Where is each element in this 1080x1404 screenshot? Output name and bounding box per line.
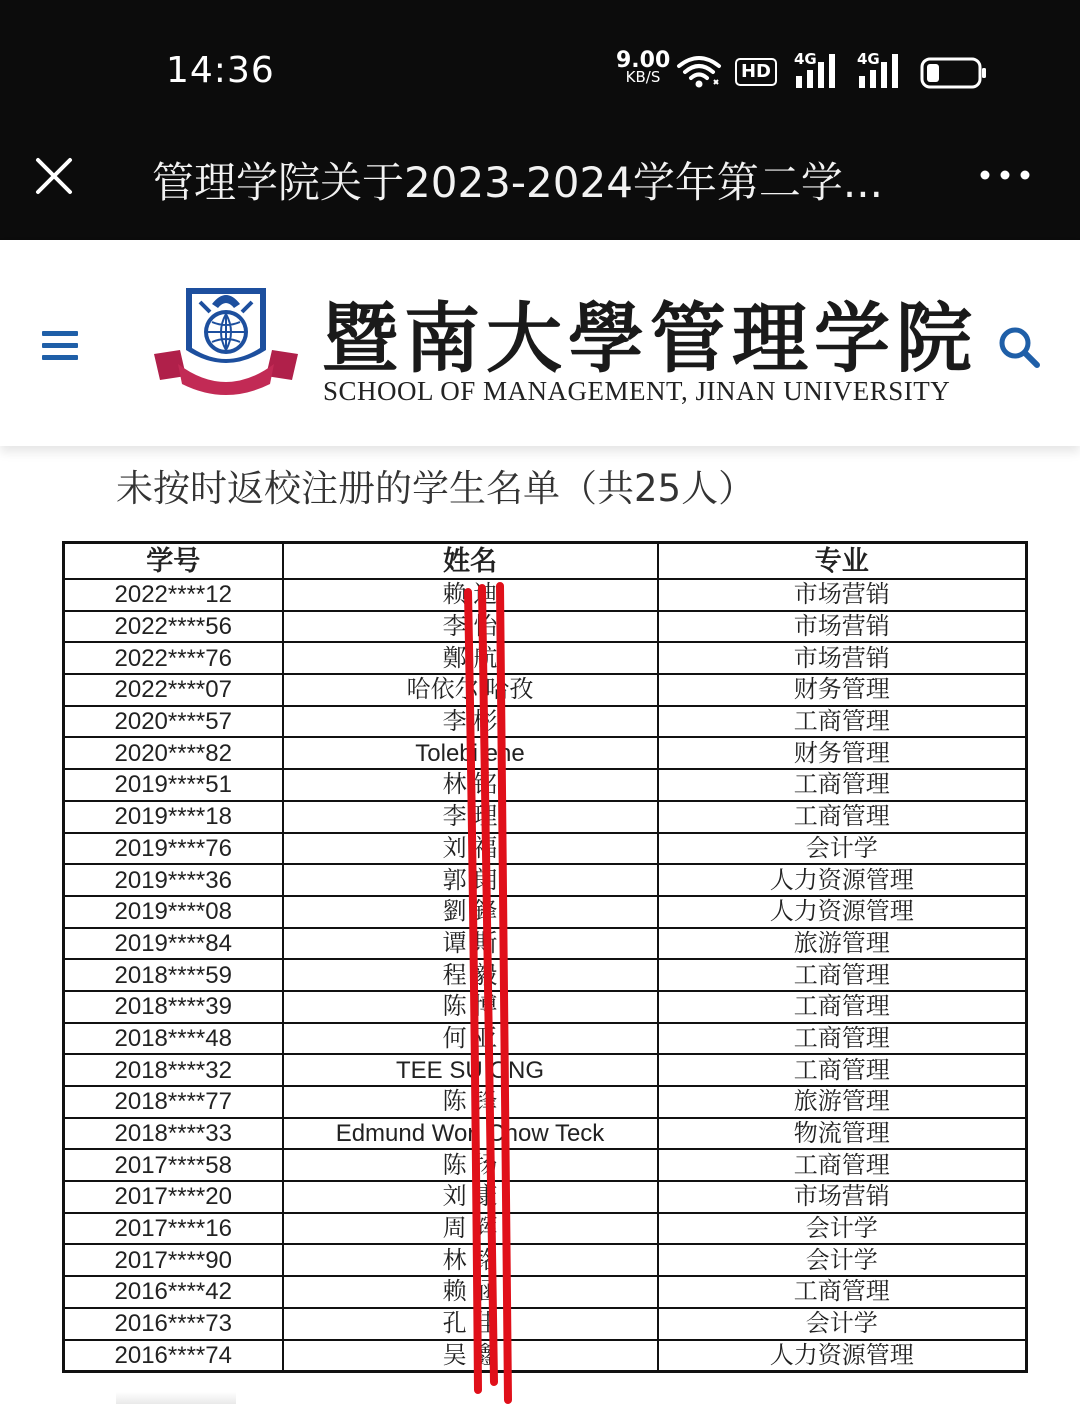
cell-student-id: 2019****84 (64, 928, 283, 960)
list-title: 未按时返校注册的学生名单（共25人） (116, 467, 756, 510)
cell-major: 会计学 (658, 1244, 1027, 1276)
cell-student-name: 何 亚 (283, 1023, 658, 1055)
network-speed (616, 48, 671, 86)
title-bar (0, 130, 1080, 240)
signal-4g-label: 4G (794, 50, 817, 68)
cell-major: 工商管理 (658, 706, 1027, 738)
table-header-row (64, 543, 1027, 580)
cell-student-id: 2018****39 (64, 991, 283, 1023)
table-row (64, 1340, 1027, 1372)
table-row (64, 896, 1027, 928)
cell-student-id: 2018****32 (64, 1054, 283, 1086)
cell-major: 市场营销 (658, 1181, 1027, 1213)
table-row (64, 833, 1027, 865)
table-row (64, 959, 1027, 991)
signal-4g-icon (794, 52, 842, 92)
table-row (64, 1086, 1027, 1118)
cell-student-id: 2022****76 (64, 642, 283, 674)
column-header-name: 姓名 (283, 543, 658, 580)
cell-student-name: 陈 博 (283, 991, 658, 1023)
table-row (64, 769, 1027, 801)
cell-major: 物流管理 (658, 1118, 1027, 1150)
table-row (64, 706, 1027, 738)
cell-student-id: 2017****90 (64, 1244, 283, 1276)
cell-major: 人力资源管理 (658, 896, 1027, 928)
battery-icon (920, 56, 990, 90)
cell-student-id: 2017****58 (64, 1149, 283, 1181)
status-time: 14:36 (166, 50, 275, 91)
cell-student-id: 2018****33 (64, 1118, 283, 1150)
cell-student-id: 2018****48 (64, 1023, 283, 1055)
cell-student-id: 2016****74 (64, 1340, 283, 1372)
cell-student-id: 2022****12 (64, 579, 283, 611)
cell-major: 工商管理 (658, 801, 1027, 833)
cell-student-name: 谭 斯 (283, 928, 658, 960)
page-title: 管理学院关于2023-2024学年第二学... (152, 158, 883, 207)
network-speed-unit: KB/S (625, 68, 661, 86)
cell-major: 会计学 (658, 1308, 1027, 1340)
cell-student-id: 2017****20 (64, 1181, 283, 1213)
cut-off-text (116, 1392, 236, 1404)
table-row (64, 1213, 1027, 1245)
cell-student-name: 陈 扬 (283, 1149, 658, 1181)
table-row (64, 1023, 1027, 1055)
cell-student-name: 林 铭 (283, 1244, 658, 1276)
cell-major: 会计学 (658, 833, 1027, 865)
cell-major: 旅游管理 (658, 928, 1027, 960)
cell-student-name: 赖 涵 (283, 1276, 658, 1308)
table-row (64, 642, 1027, 674)
cell-major: 人力资源管理 (658, 864, 1027, 896)
table-row (64, 674, 1027, 706)
cell-student-name: TEE SU ONG (283, 1054, 658, 1086)
cell-student-id: 2016****42 (64, 1276, 283, 1308)
cell-major: 工商管理 (658, 769, 1027, 801)
cell-student-name: 赖 迪 (283, 579, 658, 611)
table-row (64, 1308, 1027, 1340)
cell-student-name: 吴 鑫 (283, 1340, 658, 1372)
cell-major: 工商管理 (658, 1023, 1027, 1055)
cell-student-name: 陈 锋 (283, 1086, 658, 1118)
cell-student-name: Edmund Won Chow Teck (283, 1118, 658, 1150)
cell-student-name: 鄭 航 (283, 642, 658, 674)
cell-major: 会计学 (658, 1213, 1027, 1245)
cell-student-id: 2018****77 (64, 1086, 283, 1118)
table-row (64, 1118, 1027, 1150)
logo-chinese-name: 暨南大學管理学院 (322, 294, 978, 383)
cell-student-id: 2022****56 (64, 611, 283, 643)
cell-student-name: 李 彬 (283, 706, 658, 738)
network-speed-value: 9.00 (616, 48, 671, 73)
search-icon[interactable] (996, 324, 1042, 370)
cell-student-name: 李 理 (283, 801, 658, 833)
student-table (62, 541, 1028, 1373)
table-row (64, 864, 1027, 896)
cell-major: 市场营销 (658, 642, 1027, 674)
cell-student-id: 2019****18 (64, 801, 283, 833)
cell-student-id: 2020****57 (64, 706, 283, 738)
university-emblem-logo (150, 280, 302, 398)
table-row (64, 1244, 1027, 1276)
signal-4g-icon (857, 52, 905, 92)
cell-student-id: 2016****73 (64, 1308, 283, 1340)
cell-major: 工商管理 (658, 959, 1027, 991)
cell-major: 工商管理 (658, 1276, 1027, 1308)
table-row (64, 579, 1027, 611)
cell-student-id: 2018****59 (64, 959, 283, 991)
cell-major: 工商管理 (658, 1149, 1027, 1181)
column-header-id: 学号 (64, 543, 283, 580)
cell-major: 旅游管理 (658, 1086, 1027, 1118)
cell-student-id: 2019****08 (64, 896, 283, 928)
cell-major: 工商管理 (658, 1054, 1027, 1086)
cell-student-name: 刘 康 (283, 1181, 658, 1213)
cell-student-id: 2017****16 (64, 1213, 283, 1245)
cell-student-id: 2019****51 (64, 769, 283, 801)
more-icon[interactable] (975, 160, 1035, 190)
cell-student-id: 2020****82 (64, 737, 283, 769)
cell-major: 人力资源管理 (658, 1340, 1027, 1372)
table-row (64, 928, 1027, 960)
cell-student-id: 2019****36 (64, 864, 283, 896)
hd-voice-icon: HD (735, 58, 777, 86)
cell-major: 工商管理 (658, 991, 1027, 1023)
cell-student-name: 郭 朗 (283, 864, 658, 896)
cell-student-id: 2022****07 (64, 674, 283, 706)
cell-student-name: 周 辉 (283, 1213, 658, 1245)
table-row (64, 801, 1027, 833)
cell-major: 财务管理 (658, 674, 1027, 706)
table-row (64, 1054, 1027, 1086)
cell-student-name: 哈依尔 哈孜 (283, 674, 658, 706)
table-body (64, 579, 1027, 1371)
cell-student-name: 林 铭 (283, 769, 658, 801)
signal-4g-label: 4G (857, 50, 880, 68)
cell-student-id: 2019****76 (64, 833, 283, 865)
close-icon[interactable] (30, 152, 78, 200)
cell-student-name: Tolebi ene (283, 737, 658, 769)
cell-major: 财务管理 (658, 737, 1027, 769)
cell-major: 市场营销 (658, 611, 1027, 643)
column-header-major: 专业 (658, 543, 1027, 580)
table-row (64, 1276, 1027, 1308)
cell-student-name: 劉 鋒 (283, 896, 658, 928)
logo-english-name: SCHOOL OF MANAGEMENT, JINAN UNIVERSITY (323, 376, 951, 406)
cell-major: 市场营销 (658, 579, 1027, 611)
table-row (64, 1181, 1027, 1213)
site-header (0, 240, 1080, 446)
table-row (64, 611, 1027, 643)
table-row (64, 737, 1027, 769)
cell-student-name: 李 怡 (283, 611, 658, 643)
cell-student-name: 刘 福 (283, 833, 658, 865)
cell-student-name: 程 毅 (283, 959, 658, 991)
table-row (64, 991, 1027, 1023)
table-row (64, 1149, 1027, 1181)
cell-student-name: 孔 佳 (283, 1308, 658, 1340)
menu-icon[interactable] (40, 328, 80, 364)
status-bar (0, 0, 1080, 130)
wifi-icon (676, 54, 722, 90)
